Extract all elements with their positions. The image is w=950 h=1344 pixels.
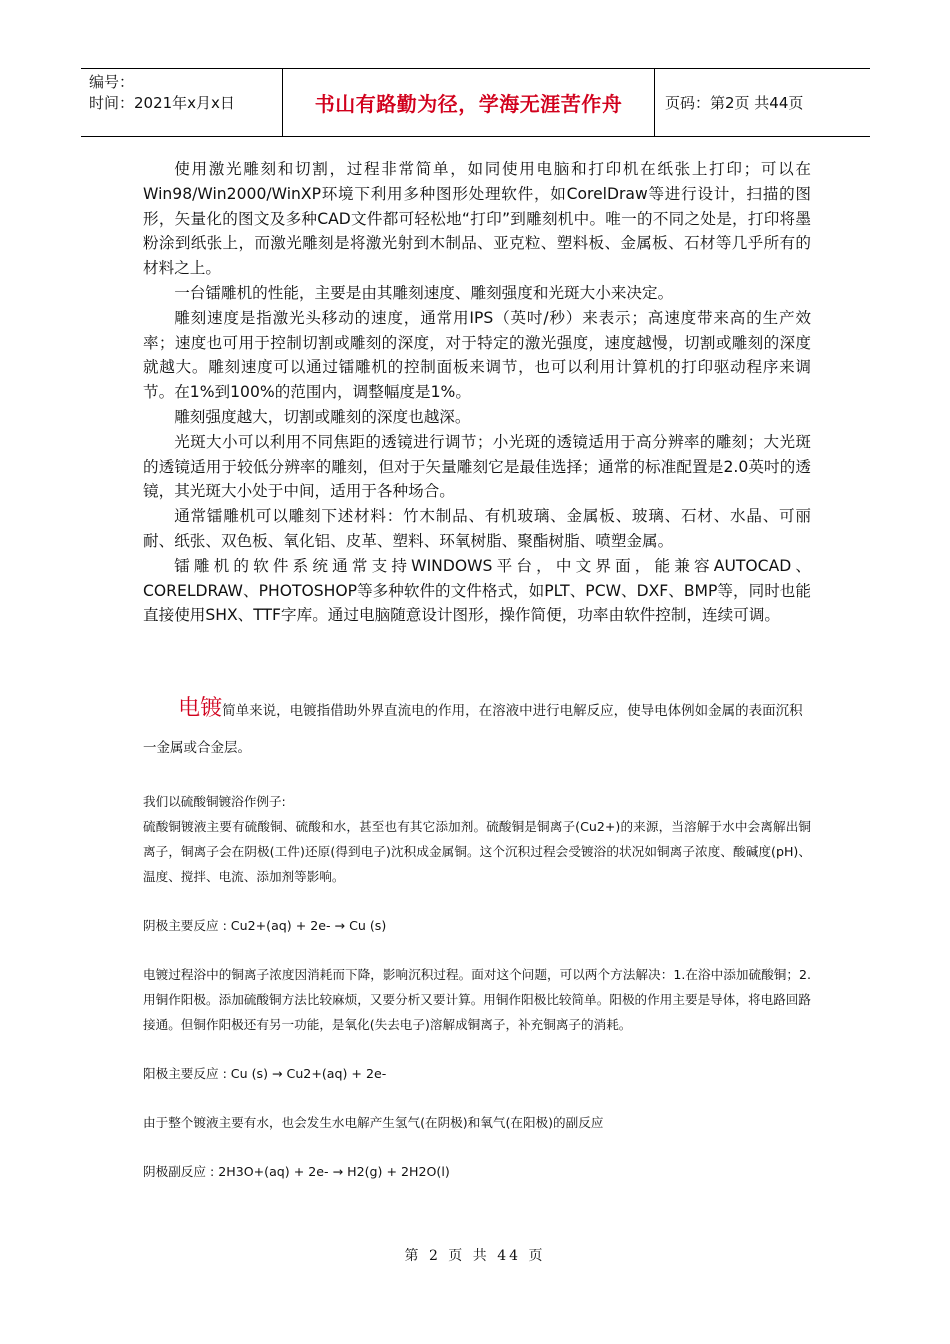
- main-body: [143, 157, 811, 628]
- example-text: 硫酸铜镀液主要有硫酸铜、硫酸和水，甚至也有其它添加剂。硫酸铜是铜离子(Cu2+)的来源，当溶解于水中会离解出铜离子，铜离子会在阴极(工件)还原(得到电子)沈积成金属铜。这个沉积过程会受镀浴的状况如铜离子浓度、酸碱度(pH)、温度、搅拌、电流、添加剂等影响。: [143, 819, 811, 884]
- header-motto: 书山有路勤为径，学海无涯苦作舟: [282, 69, 655, 136]
- side-reaction-text: 由于整个镀液主要有水，也会发生水电解产生氢气(在阴极)和氧气(在阳极)的副反应: [143, 1115, 604, 1130]
- paragraph: 镭雕机的软件系统通常支持WINDOWS平台，中文界面，能兼容AUTOCAD、CORELDRAW、PHOTOSHOP等多种软件的文件格式，如PLT、PCW、DXF、BMP等，同时也能直接使用SHX、TTF字库。通过电脑随意设计图形，操作简便，功率由软件控制，连续可调。: [143, 556, 811, 625]
- electroplating-intro-text: 简单来说，电镀指借助外界直流电的作用，在溶液中进行电解反应，使导电体例如金属的表面沉积一金属或合金层。: [143, 703, 803, 756]
- paragraph: 雕刻强度越大，切割或雕刻的深度也越深。: [174, 407, 471, 426]
- page-header: [81, 68, 870, 137]
- paragraph: 通常镭雕机可以雕刻下述材料：竹木制品、有机玻璃、金属板、玻璃、石材、水晶、可丽耐、纸张、双色板、氧化铝、皮革、塑料、环氧树脂、聚酯树脂、喷塑金属。: [143, 507, 811, 550]
- paragraph: 一台镭雕机的性能，主要是由其雕刻速度、雕刻强度和光斑大小来决定。: [174, 283, 674, 302]
- paragraph: 使用激光雕刻和切割，过程非常简单，如同使用电脑和打印机在纸张上打印；可以在Win98/Win2000/WinXP环境下利用多种图形处理软件，如CorelDraw等进行设计，扫描的图形，矢量化的图文及多种CAD文件都可轻松地“打印”到雕刻机中。唯一的不同之处是，打印将墨粉涂到纸张上，而激光雕刻是将激光射到木制品、亚克粒、塑料板、金属板、石材等几乎所有的材料之上。: [143, 160, 811, 278]
- example-title: 我们以硫酸铜镀浴作例子:: [143, 794, 286, 809]
- header-page-info: 页码：第2页 共44页: [665, 94, 804, 112]
- electroplating-title: 电镀: [178, 696, 223, 721]
- electroplating-section: [143, 690, 811, 1184]
- problem-text: 电镀过程浴中的铜离子浓度因消耗而下降，影响沉积过程。面对这个问题，可以两个方法解决：1.在浴中添加硫酸铜；2.用铜作阳极。添加硫酸铜方法比较麻烦，又要分析又要计算。用铜作阳极比较简单。阳极的作用主要是导体，将电路回路接通。但铜作阳极还有另一功能，是氧化(失去电子)溶解成铜离子，补充铜离子的消耗。: [143, 967, 811, 1032]
- paragraph: 光斑大小可以利用不同焦距的透镜进行调节；小光斑的透镜适用于高分辨率的雕刻；大光斑的透镜适用于较低分辨率的雕刻，但对于矢量雕刻它是最佳选择；通常的标准配置是2.0英吋的透镜，其光斑大小处于中间，适用于各种场合。: [143, 432, 811, 501]
- document-date: 时间：2021年x月x日: [89, 94, 235, 112]
- cathode-reaction: 阴极主要反应 : Cu2+(aq) + 2e- → Cu (s): [143, 918, 387, 933]
- electroplating-intro: [143, 690, 811, 767]
- cathode-side-reaction: 阴极副反应 : 2H3O+(aq) + 2e- → H2(g) + 2H2O(l): [143, 1164, 450, 1179]
- paragraph: 雕刻速度是指激光头移动的速度，通常用IPS（英吋/秒）来表示；高速度带来高的生产效率；速度也可用于控制切割或雕刻的深度，对于特定的激光强度，速度越慢，切割或雕刻的深度就越大。雕刻速度可以通过镭雕机的控制面板来调节，也可以利用计算机的打印驱动程序来调节。在1%到100%的范围内，调整幅度是1%。: [143, 308, 811, 402]
- header-meta: [81, 69, 282, 136]
- anode-reaction: 阳极主要反应 : Cu (s) → Cu2+(aq) + 2e-: [143, 1066, 387, 1081]
- document-number-label: 编号：: [89, 73, 135, 91]
- page-footer: 第 2 页 共 44 页: [404, 1248, 546, 1264]
